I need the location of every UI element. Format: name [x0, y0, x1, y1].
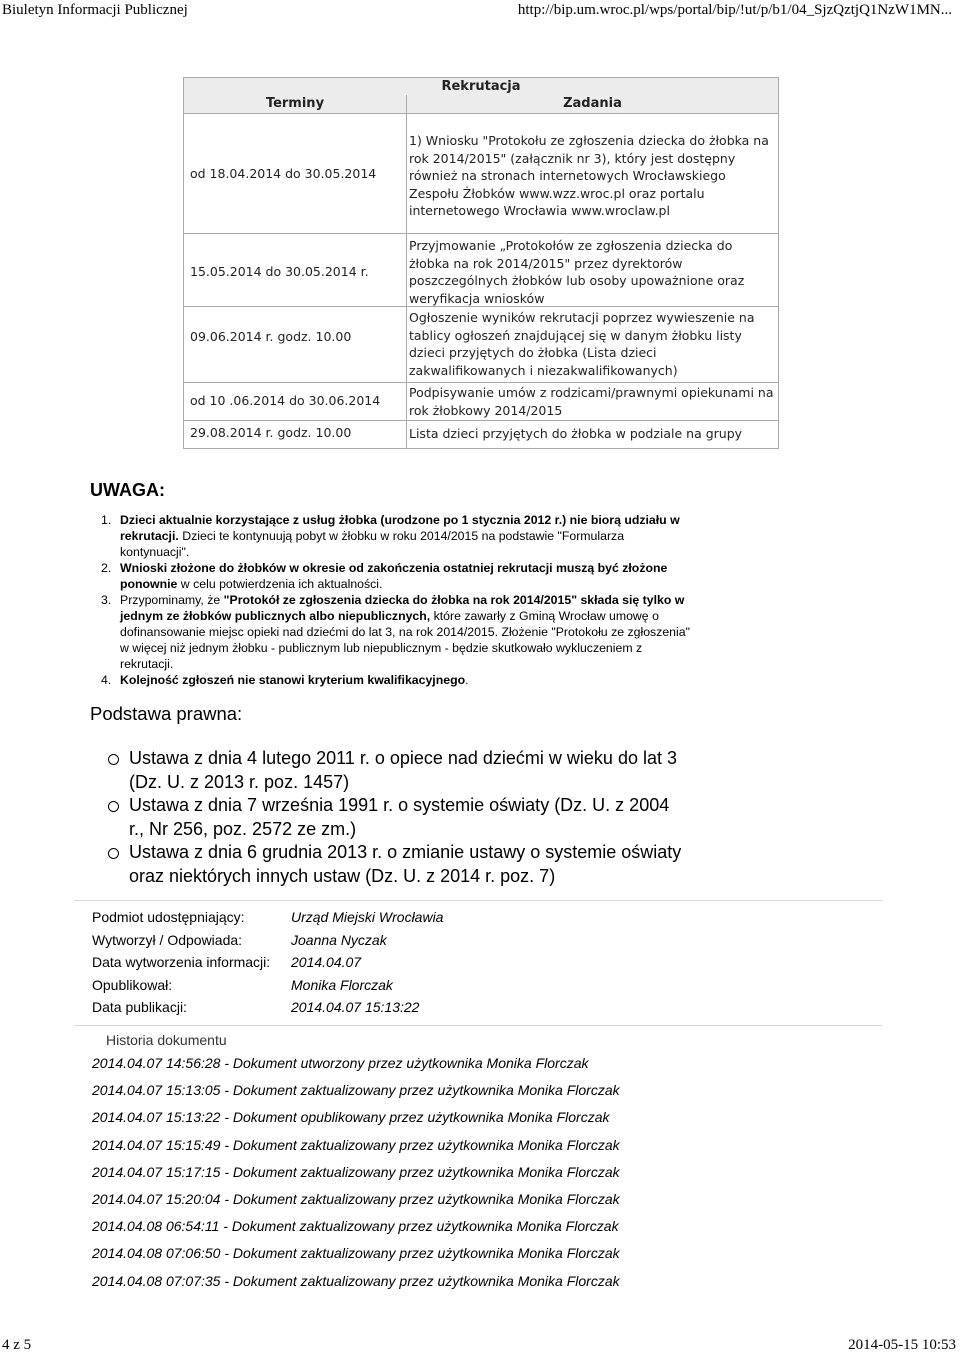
- legal-basis-heading: Podstawa prawna:: [90, 703, 243, 724]
- schedule-term: 09.06.2014 r. godz. 10.00: [190, 329, 352, 344]
- notice-number: 4.: [101, 673, 112, 687]
- metadata-label: Data wytworzenia informacji:: [92, 954, 271, 970]
- history-entry: 2014.04.07 15:17:15 - Dokument zaktualizowany przez użytkownika Monika Florczak: [92, 1163, 620, 1180]
- notice-text: Dzieci te kontynuują pobyt w żłobku w roku 2014/2015 na podstawie "Formularza kontynuacji".: [120, 529, 625, 559]
- metadata-label: Opublikował:: [92, 976, 173, 993]
- notice-text: .: [465, 673, 469, 687]
- notice-item: [90, 672, 690, 688]
- history-entry: 2014.04.08 07:07:35 - Dokument zaktualizowany przez użytkownika Monika Florczak: [92, 1272, 620, 1289]
- schedule-term: 15.05.2014 do 30.05.2014 r.: [190, 264, 369, 279]
- history-entry: 2014.04.07 14:56:28 - Dokument utworzony przez użytkownika Monika Florczak: [92, 1055, 589, 1071]
- schedule-term: od 18.04.2014 do 30.05.2014: [190, 166, 377, 181]
- metadata-label: Data publikacji:: [92, 999, 187, 1015]
- print-header: [0, 0, 960, 20]
- schedule-term: 29.08.2014 r. godz. 10.00: [190, 425, 352, 440]
- schedule-task: Przyjmowanie „Protokołów ze zgłoszenia dziecka do żłobka na rok 2014/2015" przez dyrektorów poszczególnych żłobków lub osoby upoważnione oraz weryfikacja wniosków: [409, 238, 745, 306]
- metadata-value: 2014.04.07 15:13:22: [291, 999, 420, 1015]
- notice-item: [90, 512, 690, 560]
- schedule-row: [184, 234, 778, 307]
- history-toggle[interactable]: Historia dokumentu: [106, 1032, 227, 1048]
- document-history-list: [92, 1053, 620, 1298]
- notice-item: [90, 560, 690, 592]
- legal-basis-item: [108, 794, 688, 841]
- schedule-row: [184, 383, 778, 421]
- schedule-task: Podpisywanie umów z rodzicami/prawnymi opiekunami na rok żłobkowy 2014/2015: [409, 385, 774, 418]
- notice-bold-text: Kolejność zgłoszeń nie stanowi kryterium kwalifikacyjnego: [120, 673, 466, 687]
- circle-bullet-icon: [108, 754, 119, 765]
- page-number: 4 z 5: [2, 1337, 32, 1353]
- schedule-task: Ogłoszenie wyników rekrutacji poprzez wywieszenie na tablicy ogłoszeń znajdującej się w danym żłobku listy dzieci przyjętych do żłobka (Lista dzieci zakwalifikowanych i niezakwalifikowanych): [409, 310, 755, 378]
- divider: [74, 1025, 882, 1026]
- print-footer: [0, 1337, 960, 1357]
- recruitment-schedule-table: [183, 77, 779, 449]
- metadata-value: Monika Florczak: [291, 976, 393, 993]
- schedule-task: Lista dzieci przyjętych do żłobka w podziale na grupy: [409, 426, 743, 441]
- legal-basis-list: [108, 747, 688, 888]
- notice-item: [90, 592, 690, 672]
- column-header-tasks: Zadania: [407, 95, 778, 114]
- metadata-value: 2014.04.07: [291, 954, 362, 970]
- schedule-row: [184, 421, 778, 448]
- notice-text: Przypominamy, że: [120, 593, 224, 607]
- notice-number: 1.: [101, 513, 112, 527]
- history-entry: 2014.04.08 06:54:11 - Dokument zaktualizowany przez użytkownika Monika Florczak: [92, 1218, 619, 1235]
- column-header-terms: Terminy: [184, 95, 407, 114]
- schedule-row: [184, 307, 778, 383]
- schedule-task: 1) Wniosku "Protokołu ze zgłoszenia dziecka do żłobka na rok 2014/2015" (załącznik nr 3), który jest dostępny również na stronach internetowych Wrocławskiego Zespołu Żłobków www.wzz.wroc.pl oraz portalu internetowego Wrocławia www.wroclaw.pl: [409, 133, 769, 218]
- legal-basis-item: [108, 841, 688, 888]
- notice-heading: UWAGA:: [90, 480, 165, 500]
- print-datetime: 2014-05-15 10:53: [848, 1337, 956, 1353]
- notice-number: 2.: [101, 561, 112, 575]
- page-url: http://bip.um.wroc.pl/wps/portal/bip/!ut/p/b1/04_SjzQztjQ1NzW1MN...: [517, 2, 952, 18]
- notice-bold-text: Wnioski złożone do żłobków w okresie od zakończenia ostatniej rekrutacji muszą być złożone ponownie: [120, 561, 668, 591]
- metadata-label: Wytworzył / Odpowiada:: [92, 931, 243, 948]
- history-entry: 2014.04.07 15:13:05 - Dokument zaktualizowany przez użytkownika Monika Florczak: [92, 1082, 620, 1099]
- circle-bullet-icon: [108, 801, 119, 812]
- metadata-value: Joanna Nyczak: [291, 931, 387, 948]
- notice-list: [90, 512, 690, 688]
- schedule-term: od 10 .06.2014 do 30.06.2014: [190, 393, 381, 408]
- metadata-value: Urząd Miejski Wrocławia: [291, 909, 444, 925]
- notice-bold-text: Dzieci aktualnie korzystające z usług żłobka (urodzone po 1 stycznia 2012 r.) nie biorą udziału w rekrutacji.: [120, 513, 680, 543]
- notice-bold-text: "Protokół ze zgłoszenia dziecka do żłobka na rok 2014/2015" składa się tylko w jednym ze żłobków publicznych albo niepublicznych,: [120, 593, 685, 623]
- history-entry: 2014.04.07 15:13:22 - Dokument opublikowany przez użytkownika Monika Florczak: [92, 1109, 610, 1126]
- circle-bullet-icon: [108, 848, 119, 859]
- divider: [74, 900, 882, 901]
- notice-text: w celu potwierdzenia ich aktualności.: [177, 577, 383, 591]
- site-name: Biuletyn Informacji Publicznej: [2, 2, 188, 18]
- history-entry: 2014.04.07 15:15:49 - Dokument zaktualizowany przez użytkownika Monika Florczak: [92, 1136, 620, 1153]
- notice-number: 3.: [101, 593, 112, 607]
- history-entry: 2014.04.07 15:20:04 - Dokument zaktualizowany przez użytkownika Monika Florczak: [92, 1190, 620, 1207]
- legal-basis-text: Ustawa z dnia 6 grudnia 2013 r. o zmianie ustawy o systemie oświaty oraz niektórych innych ustaw (Dz. U. z 2014 r. poz. 7): [129, 842, 682, 886]
- notice-text: które zawarły z Gminą Wrocław umowę o dofinansowanie miejsc opieki nad dziećmi do lat 3, na rok 2014/2015. Złożenie "Protokołu ze zgłoszenia" w więcej niż jednym żłobku - publicznym lub niepublicznym - będzie skutkowało wykluczeniem z rekrutacji.: [120, 609, 690, 671]
- schedule-row: [184, 114, 778, 234]
- legal-basis-text: Ustawa z dnia 4 lutego 2011 r. o opiece nad dziećmi w wieku do lat 3 (Dz. U. z 2013 r. poz. 1457): [129, 748, 677, 792]
- legal-basis-item: [108, 747, 688, 794]
- history-entry: 2014.04.08 07:06:50 - Dokument zaktualizowany przez użytkownika Monika Florczak: [92, 1245, 620, 1262]
- schedule-title: Rekrutacja: [184, 78, 778, 96]
- legal-basis-text: Ustawa z dnia 7 września 1991 r. o systemie oświaty (Dz. U. z 2004 r., Nr 256, poz. 2572 ze zm.): [129, 795, 670, 839]
- metadata-label: Podmiot udostępniający:: [92, 909, 245, 925]
